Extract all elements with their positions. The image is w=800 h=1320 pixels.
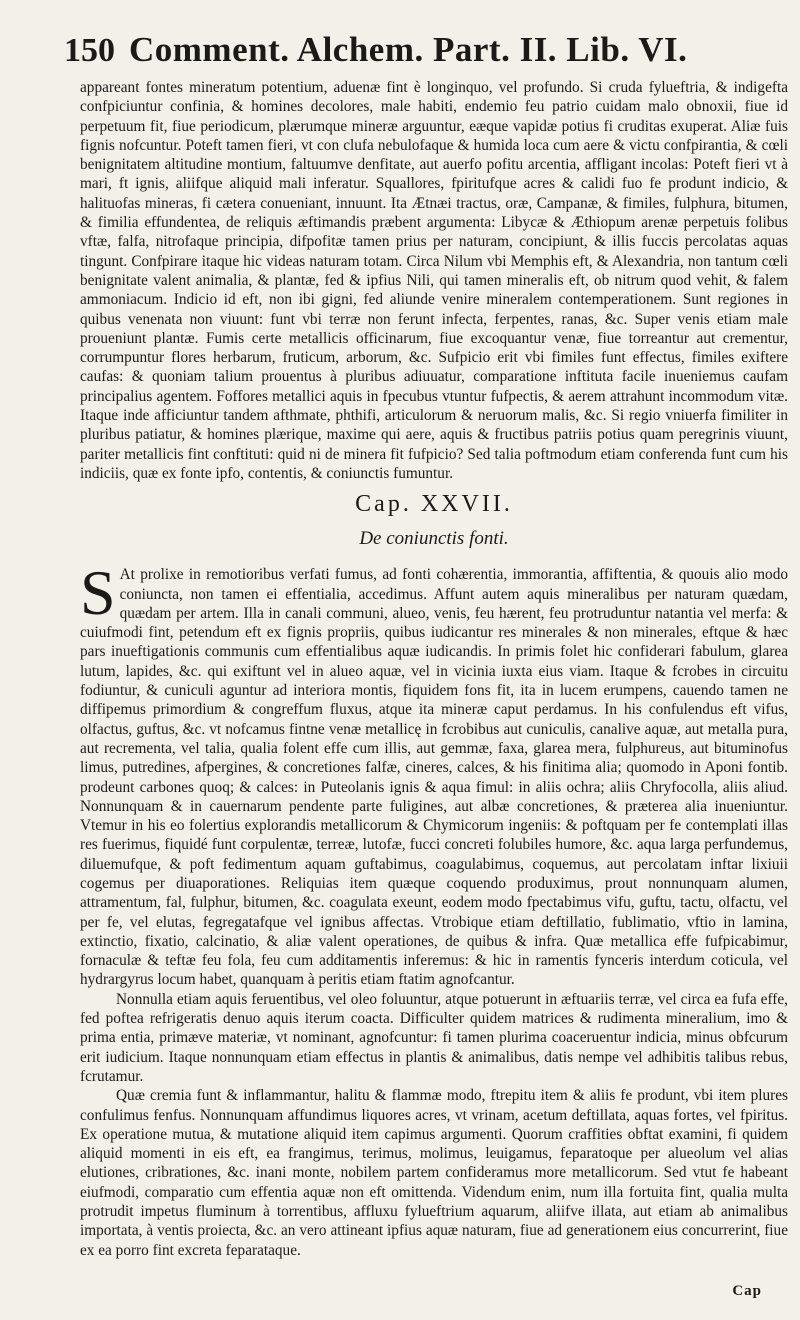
paragraph: Nonnulla etiam aquis feruentibus, vel oleo foluuntur, atque potuerunt in æftuariis terræ, vel circa ea fufa effe, fed poftea refrigeratis denuo aquis iterum coacta. Difficulter quidem matrices & rudimenta mineralium, imo & prima entia, primæve materiæ, vt nominant, agnofcuntur: fi tamen plurima coaceruentur indicia, minus obfcurum erit iudicium. Itaque nonnunquam etiam effectus in plantis & animalibus, datis nempe vel adhibitis talibus rebus, fcrutamur. — [80, 990, 788, 1085]
running-title: Comment. Alchem. Part. II. Lib. VI. — [129, 30, 688, 69]
catchword: Cap — [732, 1283, 762, 1299]
paragraph: Quæ cremia funt & inflammantur, halitu & flammæ modo, ftrepitu item & aliis fe produnt, vbi item plures confulimus fenfus. Nonnunquam affundimus liquores acres, vt vrinam, acetum deftillata, aquas fortes, vel fpiritus. Ex operatione mutua, & mutatione aliquid item capimus argumenti. Quorum craffities obftat examini, fi quidem aliquid momenti in eis eft, ea frangimus, terimus, molimus, leuigamus, feparatoque per alueolum vel alias elutiones, cribrationes, &c. inani monte, nobilem partem confideramus more metallicorum. Sed vtut fe habeant eiufmodi, comparatio cum effentia aquæ non eft omittenda. Videndum enim, num illa fortuita fint, qualia multa protrudit impetus fluminum à torrentibus, affluxu fylueftrium aquarum, aliifve illata, aut etiam ab animalibus importata, à ventis proiecta, &c. an vero attineant ipfius aquæ naturam, fiue ad generationem eius concurrerint, fiue ex ea porro fint excreta feparataque. — [80, 1087, 788, 1259]
chapter-first-paragraph — [80, 557, 788, 990]
running-head — [64, 30, 770, 78]
chapter-subtitle: De coniunctis fonti. — [359, 528, 509, 550]
text-block — [80, 78, 788, 1260]
drop-cap: S — [80, 557, 116, 629]
chapter-heading: Cap. XXVII. — [355, 491, 513, 518]
paragraph-continued: appareant fontes mineratum potentium, aduenæ fint è longinquo, vel profundo. Si cruda fylueftria, & indigefta confpiciuntur confinia, & homines decolores, male habiti, endemio feu patrio cuidam malo obnoxii, fiue id perpetuum fit, fiue periodicum, plærumque mineræ arguuntur, eæque vapidæ potius fi cruditas exuperat. Aliæ fuis fignis nofcuntur. Poteft tamen fieri, vt con clufa nebulofaque & humida loca cum aere & victu confpirantia, & cœli benignitatem altitudine montium, faltuumve denfitate, aut auerfo pofitu arcentia, affligant incolas: Poteft fieri vt à mari, ft ignis, aliifque aliquid mali inferatur. Squallores, fpiritufque acres & calidi fuo fe produnt indicio, & halituofas mineras, fi cætera conueniant, innuunt. Ita Ætnæi tractus, oræ, Campanæ, & fimiles, fulphura, bitumen, & fimilia effundentea, de reliquis æftimandis præbent argumenta: Libycæ & Æthiopum arenæ perpetuis folibus vftæ, falfa, nitrofaque principia, difpofitæ tamen prius per naturam, concipiunt, & illis fuccis percolatas aquas tingunt. Confpirare itaque hic videas naturam totam. Circa Nilum vbi Memphis eft, & Alexandria, non tantum cœli benignitate valent animalia, & plantæ, fed & ipfius Nili, qui tamen mineralis eft, ob nitrum quod vehit, & falem ammoniacum. Indicio id eft, non ibi gigni, fed aliunde venire mineralem contemperationem. Sunt regiones in quibus venenata non viuunt: funt vbi terræ non ferunt infecta, ferpentes, ranas, &c. Super venis etiam male proueniunt plantæ. Fumis certe metallicis officinarum, fiue excoquantur venæ, fiue torreantur aut crementur, corrumpuntur flores herbarum, fruticum, arborum, &c. Sufpicio erit vbi fimiles funt effectus, fimiles exiftere caufas: & quoniam talium prouentus à pluribus adiuuatur, comparatione inftituta facile inueniemus caufam principalius agentem. Foffores metallici aquis in fpecubus vtuntur fufpectis, & aerem attrahunt incommodum vitæ. Itaque inde afficiuntur tandem afthmate, phthifi, articulorum & neruorum malis, &c. Si regio vniuerfa fimiliter in pluribus patiatur, & homines plærique, maxime qui aere, aquis & fructibus patriis potius quam peregrinis viuunt, pariter metallicis fint conftituti: quid ni de minera fit fufpicio? Sed talia poftmodum etiam conferenda funt cum his indiciis, quæ ex fonte ipfo, contentis, & coniunctis fumuntur. — [80, 79, 788, 482]
chapter-first-paragraph-text: At prolixe in remotioribus verfati fumus, ad fonti cohærentia, immorantia, affiftentia, & quouis alio modo coniuncta, non tamen ei effentialia, accedimus. Affunt autem aquis mineralibus per naturam quædam, quædam per artem. Illa in canali communi, alueo, venis, feu hærent, feu protruduntur natantia vel merfa: & cuiufmodi fint, petendum eft ex fignis propriis, quibus iudicantur res minerales & non minerales, eftque & hæc pars inueftigationis communis cum effentialibus aquæ iudicandis. In primis folet hic confiderari fabulum, glarea lutum, lapides, &c. qui exiftunt vel in alueo aquæ, vel in vicinia iuxta eius viam. Itaque & fcrobes in circuitu fodiuntur, & cuniculi aguntur ad interiora montis, fiquidem fons fit, ita in lucem erumpens, cauendo tamen ne diffipemus primordium & congreffum fluxus, atque ita mineræ caput perdamus. In his confulendus eft vifus, olfactus, guftus, &c. vt nofcamus fintne venæ metallicę in fcrobibus aut cuniculis, canalive aquæ, aut metalla pura, aut recrementa, vel talia, qualia folent effe cum illis, aut gemmæ, faxa, glarea mera, fulphureus, aut bituminofus limus, putredines, afpergines, & concretiones falfæ, cineres, calces, & his finitima alia; quomodo in Aponi fontib. prodeunt carbones quoq; & calces: in Puteolanis ignis & aqua fimul: in aliis ochra; aliis Chryfocolla, aliis aliud. Nonnunquam & in cauernarum pendente parte fuligines, aut albæ concretiones, & præterea alia inueniuntur. Vtemur in his eo folertius explorandis metallicorum & Chymicorum ingeniis: & poftquam per fe contemplati illas res fuerimus, fiquidé funt corpulentæ, terreæ, lutofæ, fucci concreti folubiles humore, &c. aqua larga perfundemus, diluemufque, & poft fedimentum aquam guftabimus, coagulabimus, coquemus, aut percolatam inftar lixiuii cogemus per diuaporationes. Reliquias item quæque coquendo produximus, prout nonnunquam alumen, attramentum, fal, fulphur, bitumen, &c. coagulata exeunt, eodem modo fpectabimus vifu, guftu, tactu, olfactu, vel per fe, vel elutas, fegregatafque vel ignibus affectas. Vtrobique etiam deftillatio, fublimatio, vftio in lamina, extinctio, fixatio, calcinatio, & aliæ valent operationes, de quibus & infra. Quæ metallica effe fufpicabimur, fornaculæ & teftæ feu fola, feu cum additamentis inferemus: & hic in ramentis fynceris interdum coticula, vel hydrargyrus locum habet, quanquam à peritis etiam ftatim agnofcantur. — [80, 566, 788, 989]
page-number: 150 — [64, 32, 115, 69]
